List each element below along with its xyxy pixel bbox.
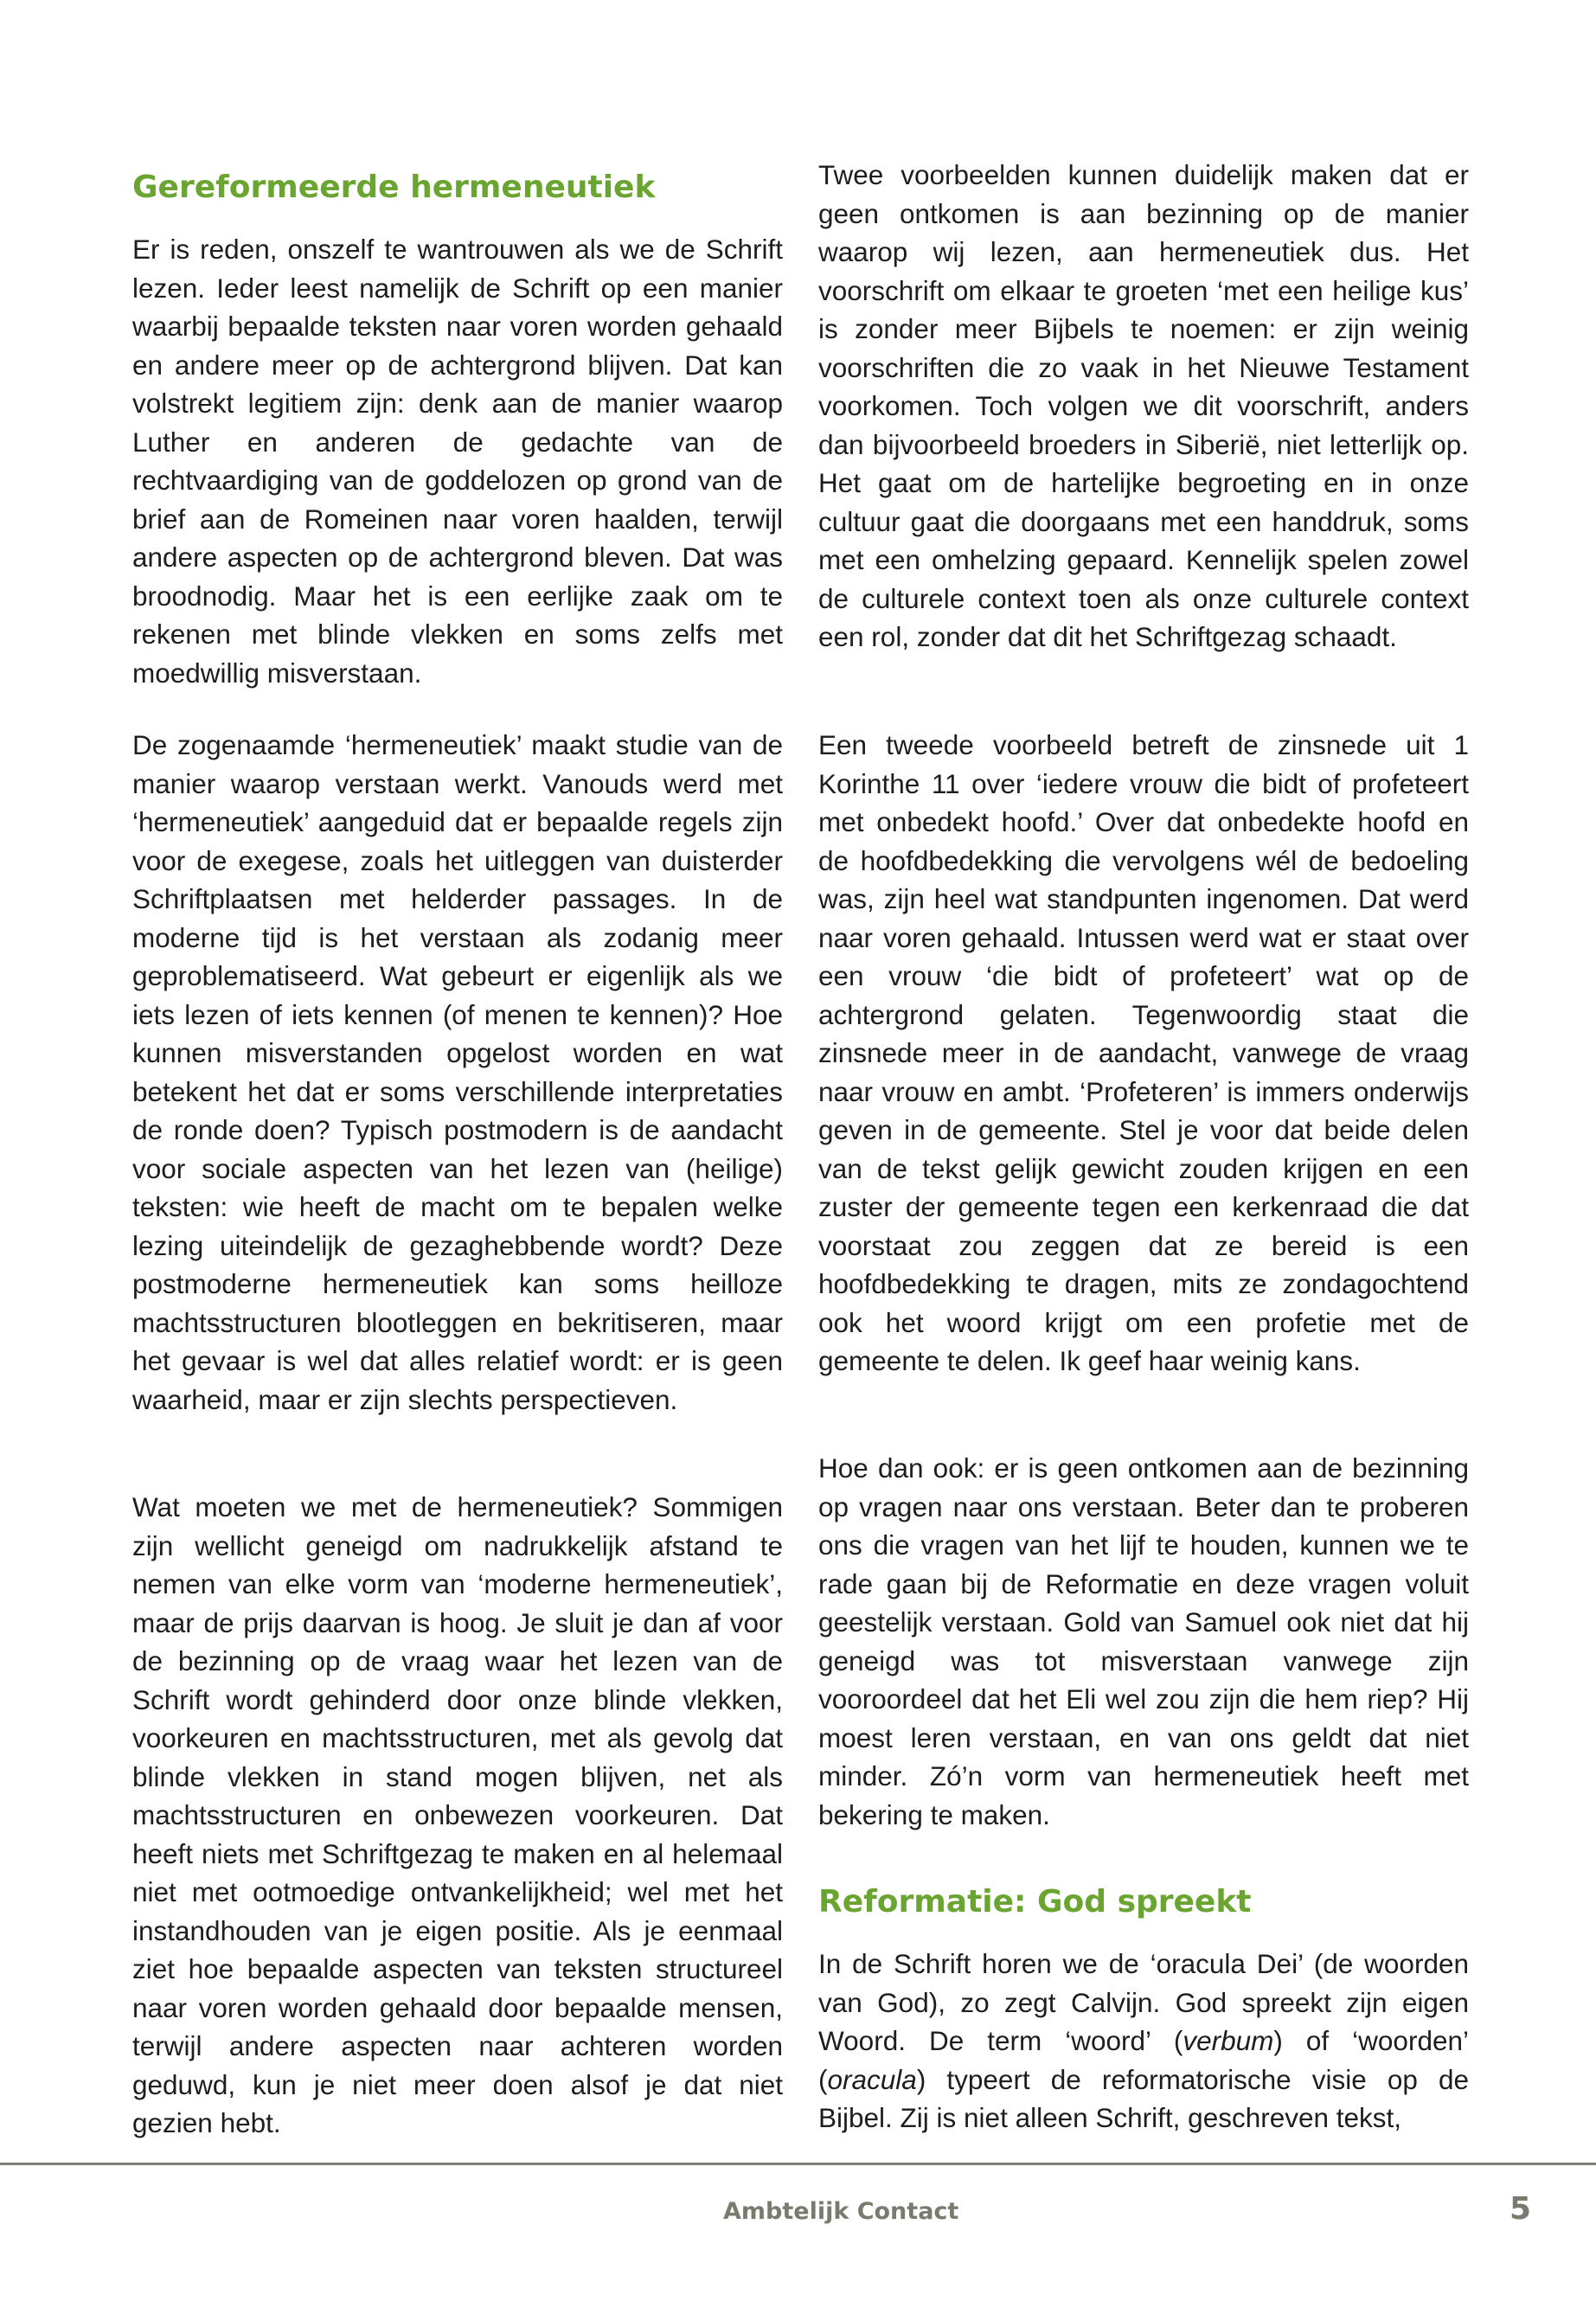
italic-term: oracula (827, 2063, 917, 2095)
paragraph: Er is reden, onszelf te wantrouwen als we de Schrift lezen. Ieder leest namelijk de Schrift op een manier waarbij bepaalde teksten naar voren worden gehaald en andere meer op de achtergrond blijven. Dat kan volstrekt legitiem zijn: denk aan de manier waarop Luther en anderen de gedachte van de rechtvaardiging van de goddelozen op grond van de brief aan de Romeinen naar voren haalden, terwijl andere aspecten op de achtergrond bleven. Dat was broodnodig. Maar het is een eerlijke zaak om te rekenen met blinde vlekken en soms zelfs met moedwillig misverstaan. (132, 234, 783, 689)
text-run: ) of ‘woorden’ ( (818, 2025, 1469, 2095)
paragraph (818, 1945, 1469, 2138)
text-run: In de Schrift horen we de ‘oracula Dei’ (de woorden van God), zo zegt Calvijn. God spreekt zijn eigen Woord. De term ‘woord’ ( (818, 1948, 1469, 2056)
section-heading: Reformatie: God spreekt (818, 1884, 1252, 1920)
paragraph: Wat moeten we met de hermeneutiek? Sommigen zijn wellicht geneigd om nadrukkelijk afstand te nemen van elke vorm van ‘moderne hermeneutiek’, maar de prijs daarvan is hoog. Je sluit je dan af voor de bezinning op de vraag waar het lezen van de Schrift wordt gehinderd door onze blinde vlekken, voorkeuren en machtsstructuren, met als gevolg dat blinde vlekken in stand mogen blijven, net als machtsstructuren en onbewezen voorkeuren. Dat heeft niets met Schriftgezag te maken en al helemaal niet met ootmoedige ontvankelijkheid; wel met het instandhouden van je eigen positie. Als je eenmaal ziet hoe bepaalde aspecten van teksten structureel naar voren worden gehaald door bepaalde mensen, terwijl andere aspecten naar achteren worden geduwd, kun je niet meer doen alsof je dat niet gezien hebt. (132, 1491, 783, 2138)
page-number: 5 (1509, 2191, 1532, 2227)
publication-name: Ambtelijk Contact (723, 2198, 959, 2225)
text-run: ) typeert de reformatorische visie op de Bijbel. Zij is niet alleen Schrift, geschreven tekst, (818, 2063, 1469, 2133)
paragraph: Hoe dan ook: er is geen ontkomen aan de bezinning op vragen naar ons verstaan. Beter dan te proberen ons die vragen van het lijf te houden, kunnen we te rade gaan bij de Reformatie en deze vragen voluit geestelijk verstaan. Gold van Samuel ook niet dat hij geneigd was tot misverstaan vanwege zijn vooroordeel dat het Eli wel zou zijn die hem riep? Hij moest leren verstaan, en van ons geldt dat niet minder. Zó’n vorm van hermeneutiek heeft met bekering te maken. (818, 1452, 1469, 1830)
paragraph: De zogenaamde ‘hermeneutiek’ maakt studie van de manier waarop verstaan werkt. Vanouds werd met ‘hermeneutiek’ aangeduid dat er bepaalde regels zijn voor de exegese, zoals het uitleggen van duisterder Schriftplaatsen met helderder passages. In de moderne tijd is het verstaan als zodanig meer geproblematiseerd. Wat gebeurt er eigenlijk als we iets lezen of iets kennen (of menen te kennen)? Hoe kunnen misverstanden opgelost worden en wat betekent het dat er soms verschillende interpretaties de ronde doen? Typisch postmodern is de aandacht voor sociale aspecten van het lezen van (heilige) teksten: wie heeft de macht om te bepalen welke lezing uiteindelijk de gezaghebbende wordt? Deze postmoderne hermeneutiek kan soms heilloze machtsstructuren blootleggen en bekritiseren, maar het gevaar is wel dat alles relatief wordt: er is geen waarheid, maar er zijn slechts perspectieven. (132, 729, 783, 1415)
italic-term: verbum (1183, 2025, 1274, 2056)
section-heading: Gereformeerde hermeneutiek (132, 170, 656, 205)
paragraph: Twee voorbeelden kunnen duidelijk maken dat er geen ontkomen is aan bezinning op de manier waarop wij lezen, aan hermeneutiek dus. Het voorschrift om elkaar te groeten ‘met een heilige kus’ is zonder meer Bijbels te noemen: er zijn weinig voorschriften die zo vaak in het Nieuwe Testament voorkomen. Toch volgen we dit voorschrift, anders dan bijvoorbeeld broeders in Siberië, niet letterlijk op. Het gaat om de hartelijke begroeting en in onze cultuur gaat die doorgaans met een handdruk, soms met een omhelzing gepaard. Kennelijk spelen zowel de culturele context toen als onze culturele context een rol, zonder dat dit het Schriftgezag schaadt. (818, 159, 1469, 652)
paragraph: Een tweede voorbeeld betreft de zinsnede uit 1 Korinthe 11 over ‘iedere vrouw die bidt of profeteert met onbedekt hoofd.’ Over dat onbedekte hoofd en de hoofdbedekking die vervolgens wél de bedoeling was, zijn heel wat standpunten ingenomen. Dat werd naar voren gehaald. Intussen werd wat er staat over een vrouw ‘die bidt of profeteert’ wat op de achtergrond gelaten. Tegenwoordig staat die zinsnede meer in de aandacht, vanwege de vraag naar vrouw en ambt. ‘Profeteren’ is immers onderwijs geven in de gemeente. Stel je voor dat beide delen van de tekst gelijk gewicht zouden krijgen en een zuster der gemeente tegen een kerkenraad die dat voorstaat zou zeggen dat ze bereid is een hoofdbedekking te dragen, mits ze zondagochtend ook het woord krijgt om een profetie met de gemeente te delen. Ik geef haar weinig kans. (818, 729, 1469, 1376)
footer-divider (0, 2163, 1596, 2165)
